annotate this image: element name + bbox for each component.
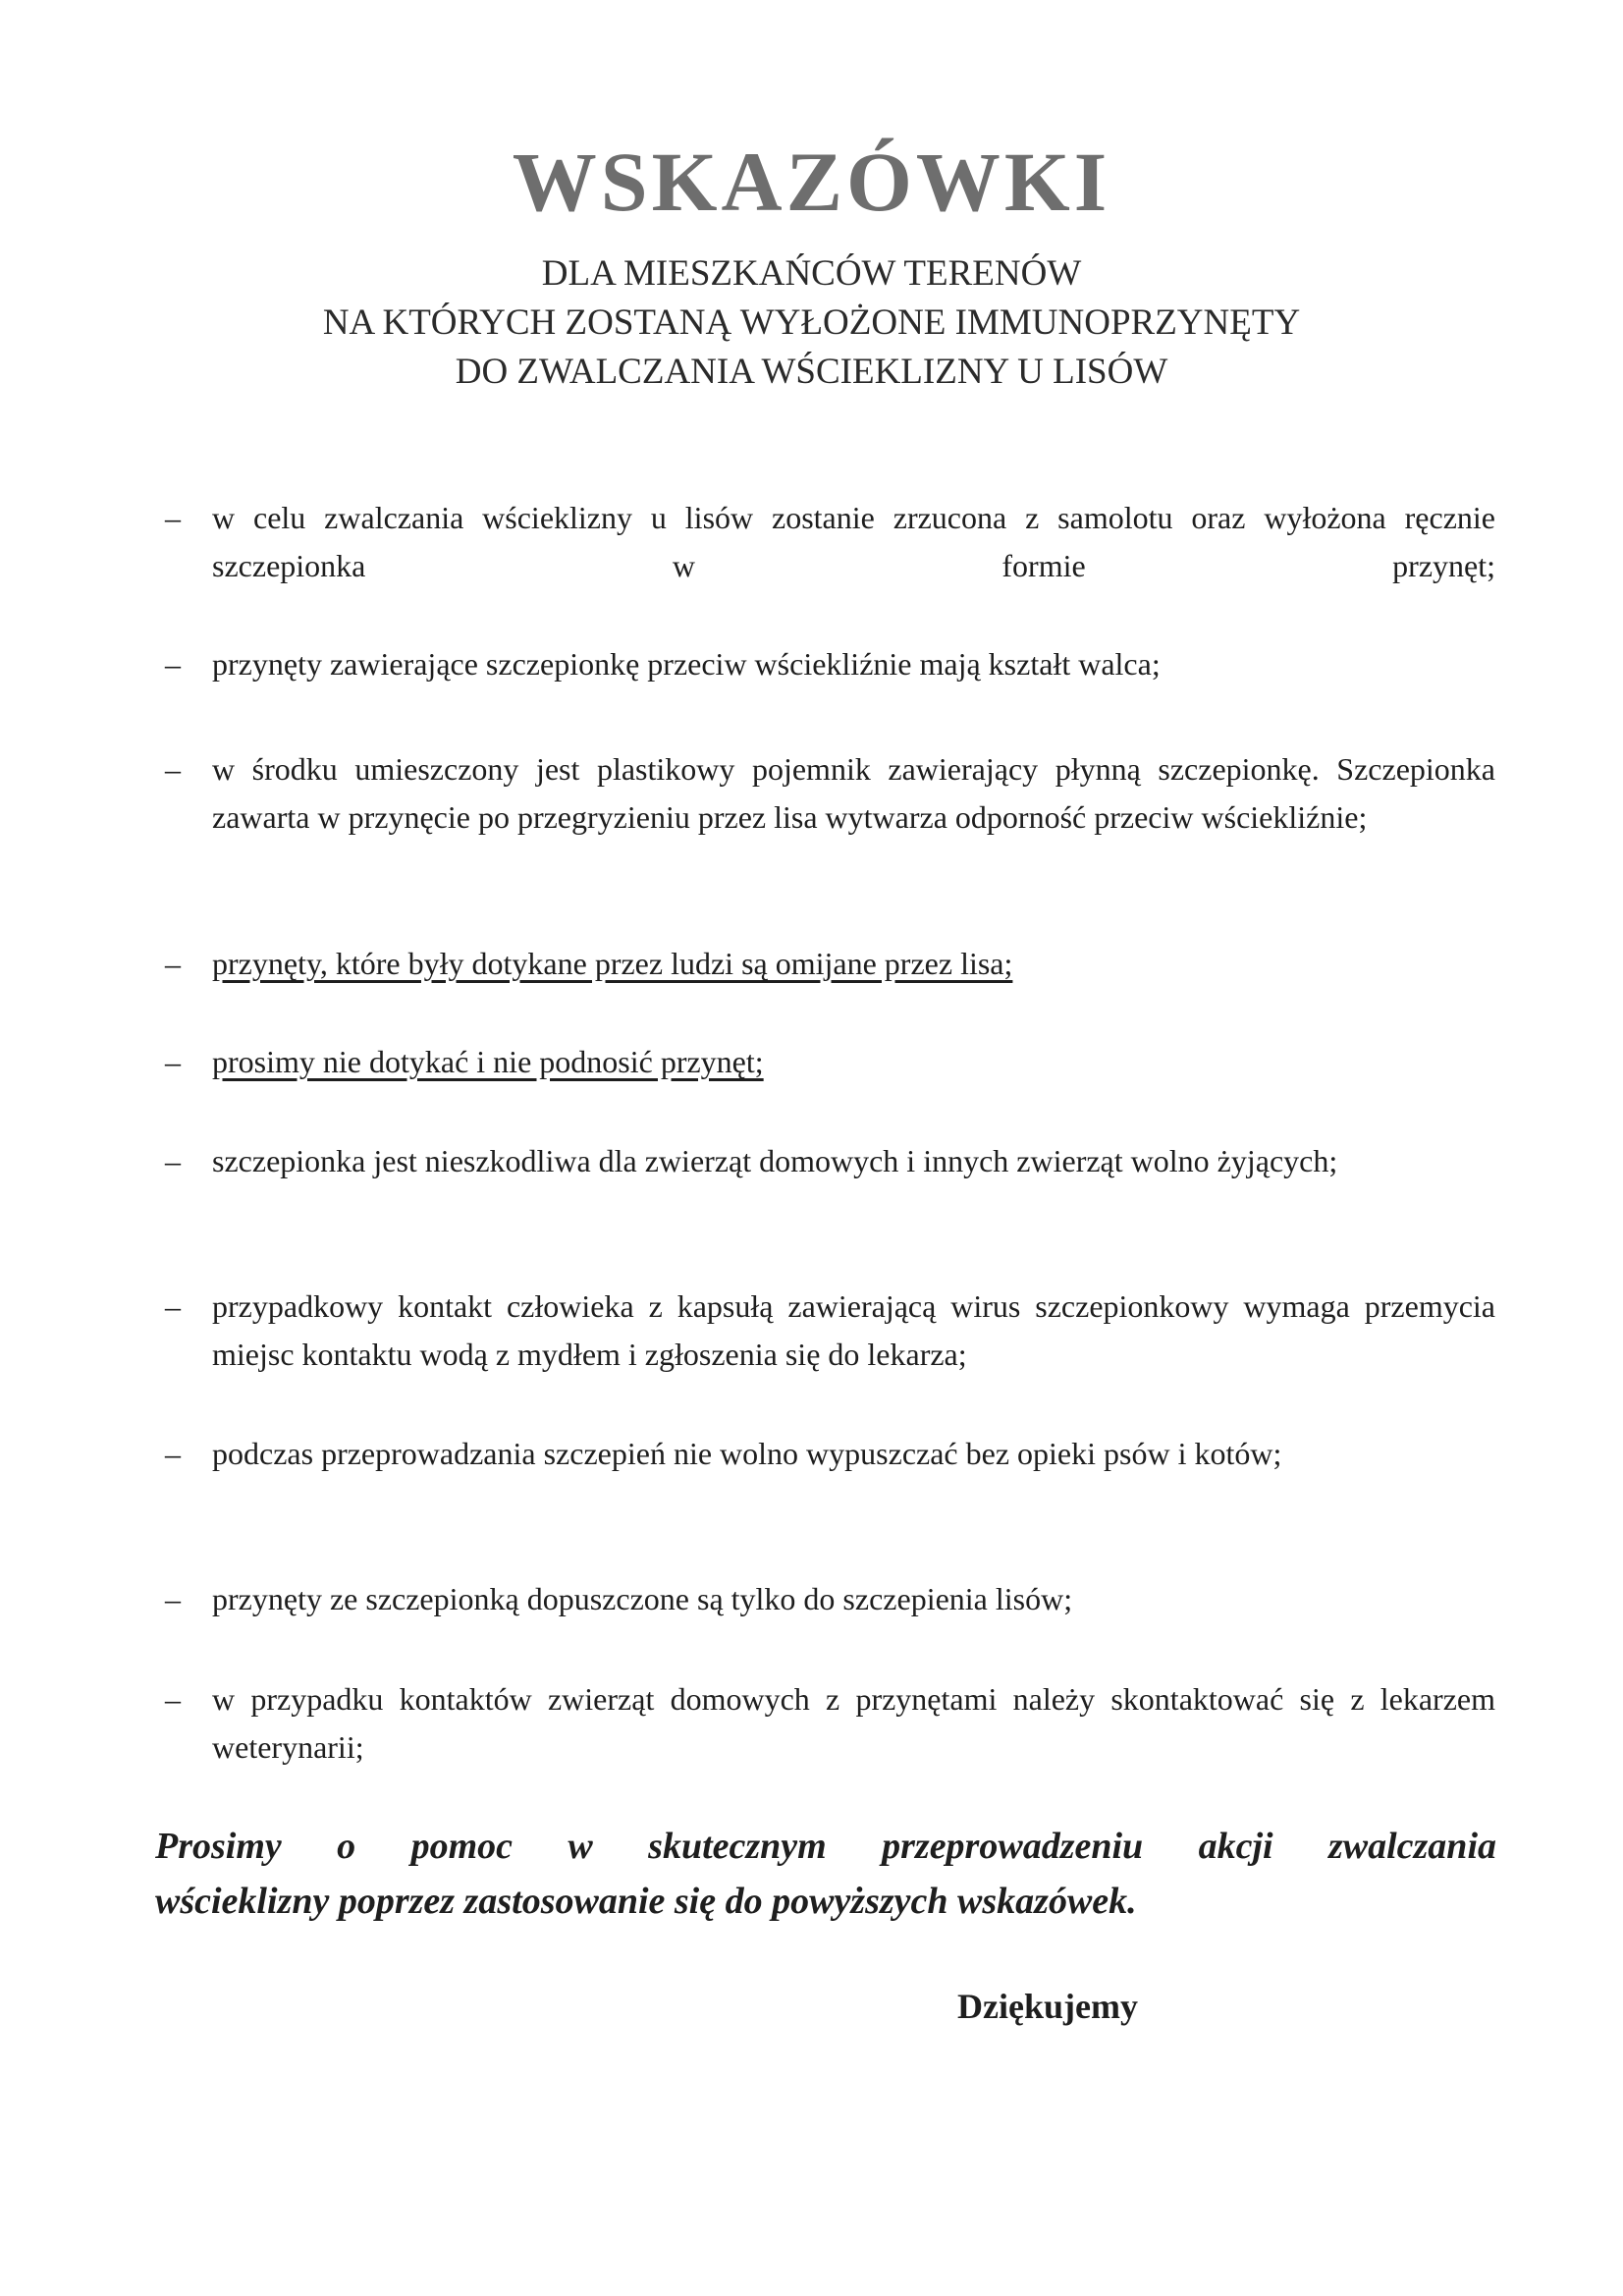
subtitle-line-1: DLA MIESZKAŃCÓW TERENÓW — [541, 253, 1082, 294]
list-item — [165, 1038, 1495, 1086]
list-item-text: szczepionka jest nieszkodliwa dla zwierząt domowych i innych zwierząt wolno żyjących; — [212, 1143, 1338, 1178]
list-item-text: przynęty, które były dotykane przez ludzi są omijane przez lisa; — [212, 946, 1013, 981]
list-item-text: w celu zwalczania wścieklizny u lisów zostanie zrzucona z samolotu oraz wyłożona ręcznie szczepionka w formie przynęt; — [212, 500, 1495, 583]
list-item — [165, 1430, 1495, 1478]
bullet-dash: – — [165, 1288, 181, 1324]
list-item-text: przynęty ze szczepionką dopuszczone są tylko do szczepienia lisów; — [212, 1581, 1073, 1616]
appeal-line-2: wścieklizny poprzez zastosowanie się do powyższych wskazówek. — [155, 1881, 1137, 1922]
bullet-dash: – — [165, 500, 181, 535]
bullet-dash: – — [165, 1436, 181, 1471]
subtitle-line-2: NA KTÓRYCH ZOSTANĄ WYŁOŻONE IMMUNOPRZYNĘTY — [322, 302, 1301, 343]
bullet-dash: – — [165, 646, 181, 682]
list-item — [165, 1575, 1495, 1623]
list-item-text: w środku umieszczony jest plastikowy pojemnik zawierający płynną szczepionkę. Szczepionka zawarta w przynęcie po przegryzieniu przez lisa wytwarza odporność przeciw wściekliźnie; — [212, 751, 1495, 835]
list-item-text: prosimy nie dotykać i nie podnosić przynęt; — [212, 1044, 764, 1079]
bullet-dash: – — [165, 751, 181, 787]
list-item-text: podczas przeprowadzania szczepień nie wolno wypuszczać bez opieki psów i kotów; — [212, 1436, 1282, 1471]
closing-thanks: Dziękujemy — [957, 1987, 1138, 2026]
bullet-dash: – — [165, 1044, 181, 1079]
list-item — [165, 1283, 1495, 1379]
document-title: WSKAZÓWKI — [512, 135, 1111, 229]
list-item-text: przynęty zawierające szczepionkę przeciw wściekliźnie mają kształt walca; — [212, 646, 1161, 682]
subtitle-line-3: DO ZWALCZANIA WŚCIEKLIZNY U LISÓW — [455, 352, 1168, 392]
list-item — [165, 1675, 1495, 1772]
list-item — [165, 494, 1495, 590]
bullet-dash: – — [165, 1681, 181, 1717]
list-item — [165, 745, 1495, 842]
list-item — [165, 940, 1495, 988]
bullet-dash: – — [165, 1143, 181, 1178]
list-item — [165, 1137, 1495, 1185]
list-item-text: przypadkowy kontakt człowieka z kapsułą zawierającą wirus szczepionkowy wymaga przemycia miejsc kontaktu wodą z mydłem i zgłoszenia się do lekarza; — [212, 1288, 1495, 1372]
appeal-paragraph — [155, 1819, 1496, 1929]
bullet-dash: – — [165, 946, 181, 981]
list-item — [165, 640, 1495, 688]
list-item-text: w przypadku kontaktów zwierząt domowych z przynętami należy skontaktować się z lekarzem weterynarii; — [212, 1681, 1495, 1765]
appeal-line-1: Prosimy o pomoc w skutecznym przeprowadzeniu akcji zwalczania — [155, 1826, 1496, 1867]
bullet-dash: – — [165, 1581, 181, 1616]
